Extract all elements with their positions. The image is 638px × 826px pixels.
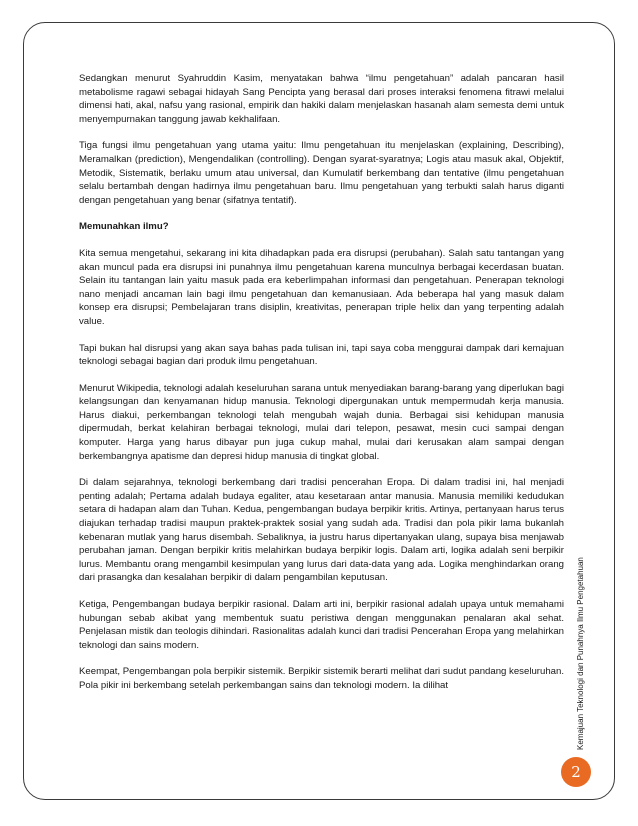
paragraph-author-scope: Tapi bukan hal disrupsi yang akan saya bahas pada tulisan ini, tapi saya coba menggurai dampak dari kemajuan teknologi sebagai bagian dari produk ilmu pengetahuan. xyxy=(79,342,564,368)
document-body xyxy=(79,72,564,693)
paragraph-systemic-thinking: Keempat, Pengembangan pola berpikir sistemik. Berpikir sistemik berarti melihat dari sudut pandang keseluruhan. Pola pikir ini berkembang setelah perkembangan sains dan teknologi modern. Ia dilihat xyxy=(79,666,564,691)
paragraph-syahruddin-definition: Sedangkan menurut Syahruddin Kasim, menyatakan bahwa “ilmu pengetahuan” adalah pancaran hasil metabolisme ragawi sebagai hidayah Sang Pencipta yang berasal dari proses interaksi fenomena fitrawi melalui dimensi hati, akal, nafsu yang rasional, empirik dan hakiki dalam menjelaskan hasanah alam semesta demi untuk menyempurnakan tanggung jawab kekhalifaan. xyxy=(79,73,564,125)
paragraph-disruption-era: Kita semua mengetahui, sekarang ini kita dihadapkan pada era disrupsi (perubahan). Salah satu tantangan yang akan muncul pada era disrupsi ini punahnya ilmu pengetahuan karena munculnya berbagai kecerdasan buatan. Selain itu tantangan lain yaitu masuk pada era keberlimpahan informasi dan pengetahuan. Penerapan teknologi nano menjadi ancaman lain bagi ilmu pengetahuan dan kemanusiaan. Ada beberapa hal yang masuk dalam konsep era disrupsi; Pembelajaran trans disiplin, kreativitas, penerapan triple helix dan yang terpenting adalah value. xyxy=(79,247,564,327)
side-running-title: Kemajuan Teknologi dan Punahnya Ilmu Pengetahuan xyxy=(576,557,585,750)
paragraph-european-enlightenment: Di dalam sejarahnya, teknologi berkembang dari tradisi pencerahan Eropa. Di dalam tradisi ini, hal menjadi penting adalah; Pertama adalah budaya egaliter, atau kesetaraan antar manusia. Manusia memiliki kedudukan setara di hadapan alam dan Tuhan. Kedua, pengembangan budaya berpikir kritis. Artinya, pertanyaan harus terus diajukan terhadap tradisi maupun praktek-praktek sosial yang sudah ada. Tradisi dan pola pikir lama bukanlah kebenaran mutlak yang harus disembah. Sebaliknya, ia justru harus dipertanyakan ulang, supaya bisa menjawab perubahan jaman. Dengan berpikir kritis melahirkan budaya berpikir logis. Dalam arti, logika adalah seni berpikir lurus. Membantu orang mengambil kesimpulan yang lurus dari data-data yang ada. Logika menghindarkan orang dari prasangka dan kesalahan berpikir di dalam pengambilan keputusan. xyxy=(79,477,564,584)
paragraph-wikipedia-definition: Menurut Wikipedia, teknologi adalah keseluruhan sarana untuk menyediakan barang-barang yang diperlukan bagi kelangsungan dan kenyamanan hidup manusia. Teknologi dipergunakan untuk mempermudah kerja manusia. Harus diakui, perkembangan teknologi telah mengubah wajah dunia. Berbagai sisi kehidupan manusia dipermudah, berkat kelahiran berbagai teknologi, mulai dari telepon, pesawat, mesin cuci sampai dengan komputer. Harga yang harus dibayar pun juga cukup mahal, mulai dari kerusakan alam sampai dengan berkembangnya apatisme dan depresi hidup manusia di tingkat global. xyxy=(79,382,564,462)
paragraph-rational-thinking: Ketiga, Pengembangan budaya berpikir rasional. Dalam arti ini, berpikir rasional adalah upaya untuk memahami hubungan sebab akibat yang membentuk suatu peristiwa dengan menggunakan penalaran akal sehat. Penjelasan mistik dan teologis dihindari. Rasionalitas adalah kunci dari tradisi Pencerahan Eropa yang melahirkan teknologi dan sains modern. xyxy=(79,599,564,651)
paragraph-three-functions: Tiga fungsi ilmu pengetahuan yang utama yaitu: Ilmu pengetahuan itu menjelaskan (explaining, Describing), Meramalkan (prediction), Mengendalikan (controlling). Dengan syarat-syaratnya; Logis atau masuk akal, Objektif, Metodik, Sistematik, berlaku umum atau universal, dan Kumulatif berkembang dan tentative (ilmu pengetahuan selalu bertambah dengan hadirnya ilmu pengetahuan baru. Ilmu pengetahuan yang terbukti salah harus diganti dengan pengetahuan yang benar (sifatnya tentatif). xyxy=(79,140,564,206)
section-heading: Memunahkan ilmu? xyxy=(79,221,169,233)
page-number-badge: 2 xyxy=(561,757,591,787)
